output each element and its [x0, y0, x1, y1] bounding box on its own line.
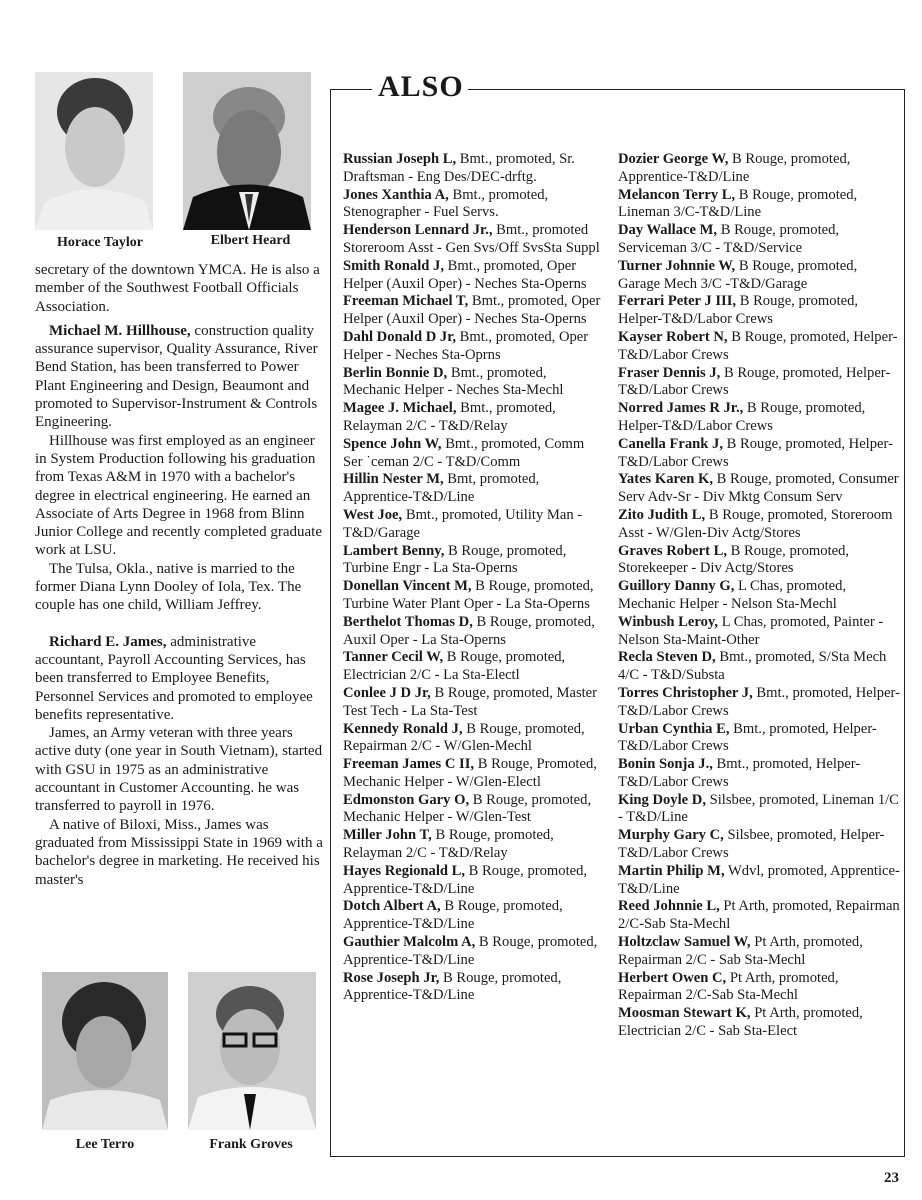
- list-item: [618, 543, 900, 579]
- list-item: [618, 1005, 900, 1041]
- promotion-detail: Bmt., promoted, Relayman 2/C - T&D/Relay: [343, 400, 556, 434]
- promotion-detail: B Rouge, promoted, Mechanic Helper - W/Glen-Test: [343, 791, 592, 826]
- list-item: [343, 329, 605, 365]
- photo-caption: Horace Taylor: [57, 235, 143, 250]
- person-name: Berthelot Thomas D,: [343, 613, 473, 630]
- portrait-image: [42, 972, 168, 1130]
- promotion-detail: Pt Arth, promoted, Repairman 2/C-Sab Sta-Mechl: [618, 898, 900, 933]
- list-item: [618, 756, 900, 792]
- photo-caption: Lee Terro: [75, 1137, 135, 1152]
- person-name: Torres Christopher J,: [618, 684, 753, 701]
- list-item: [343, 507, 605, 543]
- promotion-detail: Bmt., promoted, Comm Ser ˙ceman 2/C - T&D/Comm: [343, 435, 585, 470]
- promotion-detail: Pt Arth, promoted, Repairman 2/C - Sab Sta-Mechl: [618, 934, 863, 968]
- person-name: Freeman Michael T,: [343, 293, 469, 310]
- person-name: Canella Frank J,: [618, 435, 723, 452]
- promotion-detail: B Rouge, promoted, Electrician 2/C - La Sta-Electl: [343, 649, 566, 684]
- promotion-detail: B Rouge, promoted, Serviceman 3/C - T&D/Service: [618, 222, 840, 256]
- promotion-detail: B Rouge, promoted, Consumer Serv Adv-Sr - Div Mktg Consum Serv: [618, 471, 899, 506]
- person-name: Day Wallace M,: [618, 222, 718, 239]
- section-title: ALSO: [378, 70, 464, 103]
- list-item: [618, 934, 900, 970]
- person-name: Yates Karen K,: [618, 471, 713, 488]
- promotion-detail: Bmt., promoted, Oper Helper (Auxil Oper) - Neches Sta-Operns: [343, 293, 601, 328]
- promotions-list-middle: [343, 151, 605, 1005]
- photo-caption: Frank Groves: [209, 1137, 293, 1152]
- person-name: Melancon Terry L,: [618, 186, 736, 203]
- person-name: Graves Robert L,: [618, 542, 728, 559]
- page-number: 23: [884, 1170, 899, 1186]
- promotion-detail: B Rouge, promoted, Helper-T&D/Labor Crews: [618, 400, 866, 434]
- promotion-detail: Bmt., promoted, Mechanic Helper - Neches Sta-Mechl: [343, 364, 564, 399]
- promotion-detail: Wdvl, promoted, Apprentice-T&D/Line: [618, 862, 900, 897]
- person-name: Reed Johnnie L,: [618, 898, 720, 915]
- paragraph: Richard E. James, administrative accountant, Payroll Accounting Services, has been transferred to Employee Benefits, Personnel Services and promoted to employee benefits representative.: [35, 633, 313, 723]
- promotion-detail: Bmt., promoted, Oper Helper (Auxil Oper) - Neches Sta-Operns: [343, 257, 587, 292]
- person-name: Gauthier Malcolm A,: [343, 934, 476, 951]
- paragraph: The Tulsa, Okla., native is married to the former Diana Lynn Dooley of Iola, Tex. The couple has one child, William Jeffrey.: [35, 560, 302, 614]
- paragraph: Michael M. Hillhouse, construction quality assurance supervisor, Quality Assurance, River Bend Station, has been transferred to Power Plant Engineering and Design, Beaumont and promoted to Supervisor-Instrument & Controls Engineering.: [35, 322, 318, 431]
- promotion-detail: B Rouge, Promoted, Mechanic Helper - W/Glen-Electl: [343, 756, 597, 790]
- promotion-detail: Silsbee, promoted, Lineman 1/C - T&D/Line: [618, 791, 899, 826]
- person-name: Fraser Dennis J,: [618, 364, 721, 381]
- person-name: Freeman James C II,: [343, 756, 475, 773]
- person-name: Dotch Albert A,: [343, 898, 441, 915]
- person-name: Kayser Robert N,: [618, 328, 728, 345]
- promotion-detail: B Rouge, promoted, Apprentice-T&D/Line: [618, 151, 851, 185]
- promotion-detail: B Rouge, promoted, Storekeeper - Div Actg/Stores: [618, 542, 850, 577]
- list-item: [343, 863, 605, 899]
- promotion-detail: B Rouge, promoted, Storeroom Asst - W/Glen-Div Actg/Stores: [618, 506, 893, 541]
- list-item: [343, 400, 605, 436]
- list-item: [618, 507, 900, 543]
- list-item: [618, 471, 900, 507]
- person-name: Edmonston Gary O,: [343, 791, 470, 808]
- list-item: [343, 222, 605, 258]
- promotion-detail: B Rouge, promoted, Turbine Engr - La Sta-Operns: [343, 542, 567, 577]
- list-item: [343, 187, 605, 223]
- promotion-detail: Bmt., promoted Storeroom Asst - Gen Svs/Off SvsSta Suppl: [343, 222, 600, 256]
- person-name: Ferrari Peter J III,: [618, 293, 737, 310]
- promotion-detail: B Rouge, promoted, Helper-T&D/Labor Crews: [618, 293, 859, 328]
- portrait-image: [35, 72, 153, 230]
- list-item: [618, 151, 900, 187]
- list-item: [343, 721, 605, 757]
- list-item: [343, 365, 605, 401]
- list-item: [618, 222, 900, 258]
- promotion-detail: L Chas, promoted, Painter - Nelson Sta-Maint-Other: [618, 613, 884, 648]
- person-name: Martin Philip M,: [618, 862, 725, 879]
- list-item: [618, 365, 900, 401]
- list-item: [343, 151, 605, 187]
- list-item: [618, 258, 900, 294]
- paragraph: James, an Army veteran with three years active duty (one year in South Vietnam), started with GSU in 1975 as an administrative accountant in Customer Accounting. he was transferred to payroll in 1976.: [35, 725, 323, 815]
- promotion-detail: B Rouge, promoted, Auxil Oper - La Sta-Operns: [343, 613, 595, 648]
- person-name: Holtzclaw Samuel W,: [618, 934, 751, 951]
- person-name: Winbush Leroy,: [618, 613, 719, 630]
- person-name: Recla Steven D,: [618, 649, 716, 666]
- person-name: Bonin Sonja J.,: [618, 756, 713, 773]
- promotion-detail: B Rouge, promoted, Relayman 2/C - T&D/Relay: [343, 827, 554, 862]
- promotion-detail: B Rouge, promoted, Lineman 3/C-T&D/Line: [618, 186, 858, 221]
- paragraph: A native of Biloxi, Miss., James was graduated from Mississippi State in 1969 with a bachelor's degree in marketing. He received his master's: [35, 816, 323, 888]
- promotion-detail: L Chas, promoted, Mechanic Helper - Nelson Sta-Mechl: [618, 578, 847, 612]
- list-item: [343, 756, 605, 792]
- list-item: [343, 649, 605, 685]
- person-name: Murphy Gary C,: [618, 827, 724, 844]
- list-item: [618, 898, 900, 934]
- promotion-detail: B Rouge, promoted, Master Test Tech - La Sta-Test: [343, 684, 598, 719]
- promotion-detail: Pt Arth, promoted, Electrician 2/C - Sab Sta-Elect: [618, 1005, 863, 1040]
- list-item: [343, 827, 605, 863]
- person-name: Lambert Benny,: [343, 542, 445, 559]
- promotion-detail: B Rouge, promoted, Helper-T&D/Labor Crews: [618, 364, 891, 399]
- list-item: [618, 614, 900, 650]
- person-name: Russian Joseph L,: [343, 151, 457, 167]
- list-item: [343, 970, 605, 1006]
- list-item: [343, 543, 605, 579]
- box-rule: [330, 89, 372, 90]
- list-item: [343, 258, 605, 294]
- person-name: Jones Xanthia A,: [343, 186, 449, 203]
- promotion-detail: B Rouge, promoted, Garage Mech 3/C -T&D/Garage: [618, 257, 858, 292]
- list-item: [618, 436, 900, 472]
- photo-elbert-heard: [183, 72, 311, 230]
- list-item: [618, 827, 900, 863]
- person-name: Hillin Nester M,: [343, 471, 444, 488]
- promotion-detail: B Rouge, promoted, Helper-T&D/Labor Crews: [618, 328, 898, 363]
- article-text: [35, 261, 323, 889]
- list-item: [343, 792, 605, 828]
- person-name: Guillory Danny G,: [618, 578, 735, 595]
- box-rule: [468, 89, 905, 90]
- person-name: Conlee J D Jr,: [343, 684, 431, 701]
- list-item: [618, 685, 900, 721]
- list-item: [343, 293, 605, 329]
- person-name: Tanner Cecil W,: [343, 649, 444, 666]
- promotion-detail: B Rouge, promoted, Apprentice-T&D/Line: [343, 934, 598, 968]
- person-name: Smith Ronald J,: [343, 257, 444, 274]
- list-item: [343, 685, 605, 721]
- person-name: Hayes Regionald L,: [343, 862, 466, 879]
- promotion-detail: Bmt., promoted, Oper Helper - Neches Sta-Oprns: [343, 328, 589, 363]
- person-name: Spence John W,: [343, 435, 442, 452]
- person-name: Richard E. James,: [49, 633, 167, 650]
- list-item: [343, 471, 605, 507]
- person-name: Donellan Vincent M,: [343, 578, 472, 595]
- paragraph: secretary of the downtown YMCA. He is also a member of the Southwest Football Officials Association.: [35, 262, 320, 315]
- photo-frank-groves: [188, 972, 316, 1130]
- person-name: Henderson Lennard Jr.,: [343, 222, 493, 239]
- person-name: Dozier George W,: [618, 151, 729, 167]
- promotion-detail: Pt Arth, promoted, Repairman 2/C-Sab Sta-Mechl: [618, 969, 839, 1004]
- photo-horace-taylor: [35, 72, 153, 230]
- promotion-detail: Silsbee, promoted, Helper-T&D/Labor Crews: [618, 827, 885, 862]
- promotion-detail: Bmt, promoted, Apprentice-T&D/Line: [343, 471, 540, 506]
- promotion-detail: B Rouge, promoted, Apprentice-T&D/Line: [343, 898, 563, 933]
- person-name: Herbert Owen C,: [618, 969, 727, 986]
- portrait-image: [183, 72, 311, 230]
- list-item: [343, 578, 605, 614]
- list-item: [618, 400, 900, 436]
- portrait-image: [188, 972, 316, 1130]
- promotion-detail: B Rouge, promoted, Apprentice-T&D/Line: [343, 969, 562, 1004]
- promotion-detail: Bmt., promoted, S/Sta Mech 4/C - T&D/Substa: [618, 649, 887, 684]
- list-item: [618, 187, 900, 223]
- person-name: Kennedy Ronald J,: [343, 720, 463, 737]
- person-name: Michael M. Hillhouse,: [49, 322, 191, 339]
- photo-caption: Elbert Heard: [210, 233, 291, 248]
- promotion-detail: B Rouge, promoted, Turbine Water Plant Oper - La Sta-Operns: [343, 578, 594, 612]
- person-name: Moosman Stewart K,: [618, 1005, 751, 1022]
- list-item: [343, 614, 605, 650]
- list-item: [618, 329, 900, 365]
- person-name: Zito Judith L,: [618, 506, 706, 523]
- person-name: King Doyle D,: [618, 791, 706, 808]
- person-name: Miller John T,: [343, 827, 432, 844]
- promotion-detail: B Rouge, promoted, Helper-T&D/Labor Crews: [618, 435, 893, 470]
- promotion-detail: B Rouge, promoted, Repairman 2/C - W/Glen-Mechl: [343, 720, 585, 755]
- person-name: Turner Johnnie W,: [618, 257, 736, 274]
- list-item: [618, 293, 900, 329]
- promotion-detail: Bmt., promoted, Helper-T&D/Labor Crews: [618, 756, 861, 790]
- person-name: Rose Joseph Jr,: [343, 969, 440, 986]
- list-item: [618, 970, 900, 1006]
- paragraph: Hillhouse was first employed as an engineer in System Production following his graduation from Texas A&M in 1970 with a bachelor's degree in electrical engineering. He earned an Associate of Arts Degree in 1968 from Blinn Junior College and recently completed graduate work at LSU.: [35, 432, 322, 559]
- list-item: [618, 721, 900, 757]
- list-item: [618, 792, 900, 828]
- list-item: [618, 649, 900, 685]
- person-name: Dahl Donald D Jr,: [343, 328, 456, 345]
- promotion-detail: Bmt., promoted, Sr. Draftsman - Eng Des/DEC-drftg.: [343, 151, 575, 185]
- list-item: [343, 898, 605, 934]
- person-name: Magee J. Michael,: [343, 400, 457, 417]
- list-item: [343, 436, 605, 472]
- promotion-detail: B Rouge, promoted, Apprentice-T&D/Line: [343, 862, 588, 897]
- person-name: Berlin Bonnie D,: [343, 364, 448, 381]
- person-name: Urban Cynthia E,: [618, 720, 730, 737]
- promotion-detail: Bmt., promoted, Helper-T&D/Labor Crews: [618, 720, 877, 755]
- promotion-detail: Bmt., promoted, Stenographer - Fuel Servs.: [343, 186, 549, 221]
- promotion-detail: Bmt., promoted, Utility Man - T&D/Garage: [343, 506, 583, 541]
- person-name: Norred James R Jr.,: [618, 400, 744, 417]
- list-item: [618, 863, 900, 899]
- person-name: West Joe,: [343, 506, 403, 523]
- photo-lee-terro: [42, 972, 168, 1130]
- promotions-list-right: [618, 151, 900, 1041]
- list-item: [618, 578, 900, 614]
- promotion-detail: Bmt., promoted, Helper-T&D/Labor Crews: [618, 684, 900, 719]
- list-item: [343, 934, 605, 970]
